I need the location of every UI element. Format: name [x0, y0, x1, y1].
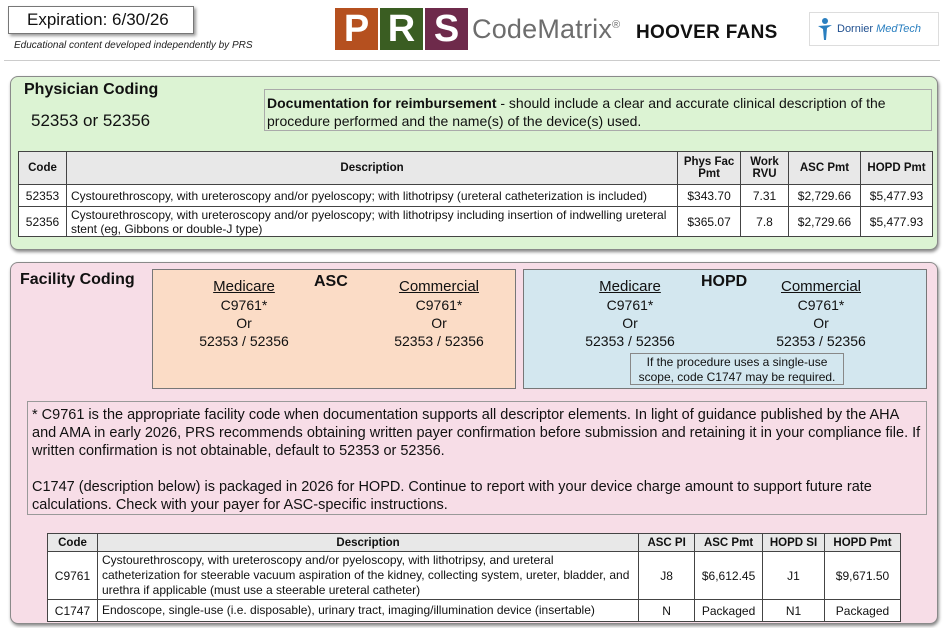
asc-commercial-column	[359, 278, 519, 350]
hopd-medicare-or: Or	[622, 315, 638, 331]
facility-coding-panel	[10, 262, 938, 624]
col-header: Description	[97, 534, 638, 552]
prs-codematrix-logo	[335, 8, 620, 50]
col-header: HOPD Pmt	[824, 534, 900, 552]
hopd-medicare-alt: 52353 / 52356	[585, 333, 675, 349]
hopd-scope-note: If the procedure uses a single-use scope, code C1747 may be required.	[630, 353, 844, 385]
asc-title: ASC	[314, 273, 348, 290]
table-cell: J1	[763, 552, 825, 600]
hopd-commercial-label: Commercial	[780, 278, 861, 295]
documentation-text: - should include a clear and accurate clinical description of the procedure performed and the name(s) of the device(s) used.	[267, 95, 886, 129]
col-header: Code	[48, 534, 98, 552]
col-header: Description	[66, 152, 677, 185]
expiration-label: Expiration: 6/30/26	[8, 6, 194, 34]
table-cell: 52356	[19, 207, 67, 237]
table-cell: $5,477.93	[860, 185, 932, 207]
table-cell: 7.8	[741, 207, 789, 237]
table-header-row	[48, 534, 901, 552]
dornier-medtech-logo	[809, 12, 939, 46]
c9761-note: * C9761 is the appropriate facility code when documentation supports all descriptor elements. In light of guidance published by the AHA and AMA in early 2026, PRS recommends obtaining written payer confirmation before submission and retaining it in your compliance file. If written confirmation is not obtainable, default to 52353 or 52356.	[32, 407, 921, 459]
table-cell: $2,729.66	[789, 207, 861, 237]
table-row	[19, 185, 933, 207]
documentation-note	[264, 89, 932, 131]
table-cell: Cystourethroscopy, with ureteroscopy and/or pyeloscopy; with lithotripsy including insertion of indwelling ureteral stent (eg, Gibbons or double-J type)	[66, 207, 677, 237]
product-title: HOOVER FANS	[636, 22, 778, 43]
table-cell: Cystourethroscopy, with ureteroscopy and/or pyeloscopy, with lithotripsy, and ureteral catheterization for steerable vacuum aspiration of the kidney, collecting system, ureter, bladder, and urethra if applicable (must use a steerable ureteral catheter)	[97, 552, 638, 600]
table-cell: N	[639, 600, 695, 622]
col-header: Work RVU	[741, 152, 789, 185]
disclaimer-text: Educational content developed independently by PRS	[14, 40, 253, 51]
table-cell: $6,612.45	[695, 552, 763, 600]
hopd-commercial-column	[741, 278, 901, 350]
logo-letter-s: S	[425, 8, 468, 50]
table-cell: N1	[763, 600, 825, 622]
logo-letter-r: R	[380, 8, 423, 50]
asc-box	[152, 269, 516, 389]
col-header: ASC PI	[639, 534, 695, 552]
table-cell: C1747	[48, 600, 98, 622]
table-cell: $2,729.66	[789, 185, 861, 207]
hopd-commercial-or: Or	[813, 315, 829, 331]
logo-letter-p: P	[335, 8, 378, 50]
asc-commercial-or: Or	[431, 315, 447, 331]
table-row	[19, 207, 933, 237]
asc-medicare-alt: 52353 / 52356	[199, 333, 289, 349]
table-cell: $9,671.50	[824, 552, 900, 600]
hopd-medicare-code: C9761*	[606, 297, 654, 313]
table-row	[48, 552, 901, 600]
hopd-commercial-code: C9761*	[797, 297, 845, 313]
table-cell: Endoscope, single-use (i.e. disposable), urinary tract, imaging/illumination device (insertable)	[97, 600, 638, 622]
dornier-logo-text: Dornier MedTech	[837, 23, 921, 35]
hopd-commercial-alt: 52353 / 52356	[776, 333, 866, 349]
facility-notes	[27, 401, 927, 515]
col-header: Code	[19, 152, 67, 185]
asc-commercial-alt: 52353 / 52356	[394, 333, 484, 349]
physician-coding-panel	[10, 76, 938, 250]
hopd-medicare-column	[550, 278, 710, 350]
table-cell: Packaged	[695, 600, 763, 622]
table-cell: Packaged	[824, 600, 900, 622]
table-row	[48, 600, 901, 622]
facility-title: Facility Coding	[20, 271, 135, 288]
table-header-row	[19, 152, 933, 185]
table-cell: 52353	[19, 185, 67, 207]
col-header: ASC Pmt	[695, 534, 763, 552]
table-cell: J8	[639, 552, 695, 600]
asc-medicare-label: Medicare	[213, 278, 275, 295]
asc-medicare-or: Or	[236, 315, 252, 331]
physician-table	[18, 151, 933, 237]
facility-table	[47, 533, 901, 622]
asc-commercial-code: C9761*	[415, 297, 463, 313]
col-header: HOPD Pmt	[860, 152, 932, 185]
table-cell: $5,477.93	[860, 207, 932, 237]
documentation-title: Documentation for reimbursement	[267, 95, 497, 111]
table-cell: Cystourethroscopy, with ureteroscopy and/or pyeloscopy; with lithotripsy (ureteral catheterization is included)	[66, 185, 677, 207]
hopd-title: HOPD	[701, 273, 748, 290]
col-header: ASC Pmt	[789, 152, 861, 185]
hopd-medicare-label: Medicare	[599, 278, 661, 295]
logo-wordmark: CodeMatrix®	[472, 13, 621, 44]
asc-commercial-label: Commercial	[398, 278, 479, 295]
c1747-note: C1747 (description below) is packaged in 2026 for HOPD. Continue to report with your device charge amount to support future rate calculations. Check with your payer for ASC-specific instructions.	[32, 479, 872, 513]
table-cell: 7.31	[741, 185, 789, 207]
col-header: HOPD SI	[763, 534, 825, 552]
dornier-figure-icon	[816, 17, 834, 41]
col-header: Phys Fac Pmt	[678, 152, 741, 185]
hopd-box	[523, 269, 927, 389]
asc-medicare-column	[164, 278, 324, 350]
physician-codes: 52353 or 52356	[31, 111, 151, 130]
table-cell: C9761	[48, 552, 98, 600]
table-cell: $343.70	[678, 185, 741, 207]
asc-medicare-code: C9761*	[220, 297, 268, 313]
header-divider	[4, 60, 940, 61]
physician-title: Physician Coding	[24, 81, 159, 98]
table-cell: $365.07	[678, 207, 741, 237]
